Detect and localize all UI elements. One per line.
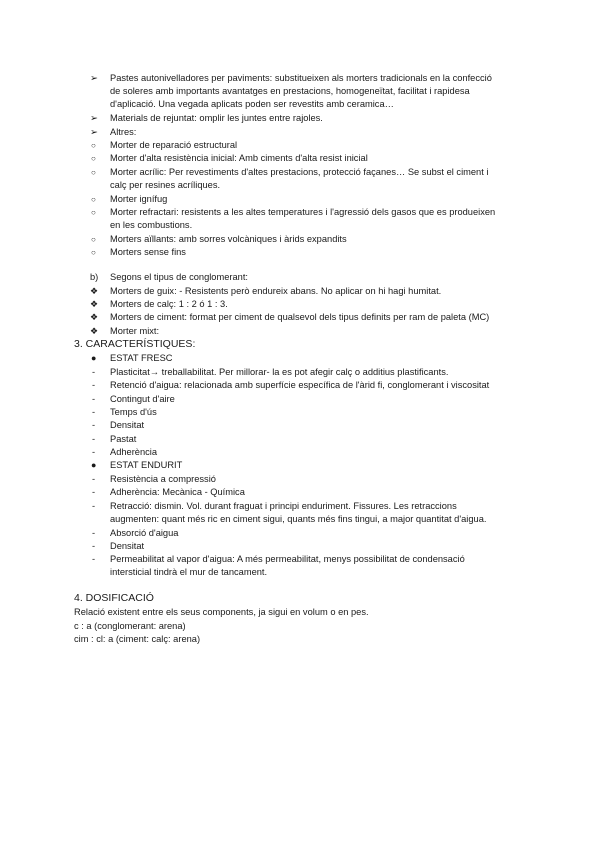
paragraph-line: Relació existent entre els seus components, ja sigui en volum o en pes.: [74, 607, 369, 617]
diamond-bullet-icon: ❖: [90, 299, 99, 309]
section-heading: 4. DOSIFICACIÓ: [74, 592, 154, 604]
list-item: ○ Morter de reparació estructural: [110, 139, 237, 152]
circle-bullet-icon: ○: [91, 168, 96, 177]
dash-bullet-icon: -: [92, 367, 96, 377]
list-item: ❖ Morters de ciment: format per ciment de qualsevol dels tipus definits per ram de paleta (MC): [110, 311, 489, 324]
group-heading: ● ESTAT ENDURIT: [110, 459, 182, 472]
list-item: ○ Morter d'alta resistència inicial: Amb ciments d'alta resist inicial: [110, 152, 368, 165]
subsection-heading: b) Segons el tipus de conglomerant:: [110, 271, 248, 284]
list-item: ❖ Morter mixt:: [110, 325, 159, 338]
bullet-icon: ●: [91, 353, 97, 363]
arrow-bullet-icon: ➢: [90, 73, 98, 83]
list-item: - Resistència a compressió: [110, 473, 216, 486]
dash-bullet-icon: -: [92, 487, 96, 497]
list-item: - Retracció: dismin. Vol. durant fraguat i principi enduriment. Fissures. Les retraccions augmenten: quant més ric en ciment sigui, quants més fins tingui, a major quantitat d'aigua.: [92, 501, 487, 525]
bullet-icon: ●: [91, 460, 97, 470]
list-item: ➢ Pastes autonivelladores per paviments: substitueixen als morters tradicionals en la confecció de soleres amb importants avantatges en prestacions, homogeneïtat, facilitat i rapidesa d'aplicació. Una vegada aplicats poden ser revestits amb ceramica…: [90, 73, 492, 110]
dash-bullet-icon: -: [92, 420, 96, 430]
circle-bullet-icon: ○: [91, 248, 96, 257]
list-item: - Adherència: Mecànica - Química: [110, 486, 245, 499]
dash-bullet-icon: -: [92, 541, 96, 551]
list-item: - Densitat: [110, 419, 144, 432]
diamond-bullet-icon: ❖: [90, 286, 99, 296]
circle-bullet-icon: ○: [91, 195, 96, 204]
list-item: - Temps d'ús: [110, 406, 157, 419]
dash-bullet-icon: -: [92, 554, 96, 564]
list-item: ○ Morter refractari: resistents a les altes temperatures i l'agressió dels gasos que es produeixen en les combustions.: [91, 207, 496, 231]
list-item: ➢ Altres:: [110, 126, 136, 139]
dash-bullet-icon: -: [92, 474, 96, 484]
list-item: - Contingut d'aire: [110, 393, 175, 406]
list-item: ○ Morter ignífug: [110, 193, 167, 206]
dash-bullet-icon: -: [92, 501, 96, 511]
diamond-bullet-icon: ❖: [90, 326, 99, 336]
paragraph-line: c : a (conglomerant: arena): [74, 621, 186, 631]
list-item: - Retenció d'aigua: relacionada amb superfície específica de l'àrid fi, conglomerant i viscositat: [110, 379, 489, 392]
section-heading: 3. CARACTERÍSTIQUES:: [74, 338, 196, 350]
dash-bullet-icon: -: [92, 447, 96, 457]
list-item: - Adherència: [110, 446, 157, 459]
dash-bullet-icon: -: [92, 528, 96, 538]
list-item: - Densitat: [110, 540, 144, 553]
list-item: ➢ Materials de rejuntat: omplir les juntes entre rajoles.: [110, 112, 323, 125]
list-item: - Pastat: [110, 433, 136, 446]
circle-bullet-icon: ○: [91, 235, 96, 244]
dash-bullet-icon: -: [92, 380, 96, 390]
list-item: - Absorció d'aigua: [110, 527, 178, 540]
dash-bullet-icon: -: [92, 434, 96, 444]
subsection-marker: b): [90, 272, 99, 282]
list-item: ○ Morters sense fins: [110, 246, 186, 259]
circle-bullet-icon: ○: [91, 141, 96, 150]
diamond-bullet-icon: ❖: [90, 312, 99, 322]
list-item: ○ Morters aïllants: amb sorres volcàniques i àrids expandits: [110, 233, 347, 246]
group-heading: ● ESTAT FRESC: [110, 352, 173, 365]
list-item: ○ Morter acrílic: Per revestiments d'altes prestacions, protecció façanes… Se subst el ciment i calç per resines acríliques.: [91, 167, 489, 191]
list-item: ❖ Morters de calç: 1 : 2 ó 1 : 3.: [110, 298, 228, 311]
list-item: ❖ Morters de guix: - Resistents però endureix abans. No aplicar on hi hagi humitat.: [110, 285, 441, 298]
arrow-bullet-icon: ➢: [90, 113, 98, 123]
circle-bullet-icon: ○: [91, 154, 96, 163]
list-item: - Plasticitat→ treballabilitat. Per millorar- la es pot afegir calç o additius plastificants.: [110, 366, 448, 379]
circle-bullet-icon: ○: [91, 208, 96, 217]
dash-bullet-icon: -: [92, 394, 96, 404]
arrow-bullet-icon: ➢: [90, 127, 98, 137]
paragraph-line: cim : cl: a (ciment: calç: arena): [74, 634, 201, 644]
dash-bullet-icon: -: [92, 407, 96, 417]
list-item: - Permeabilitat al vapor d'aigua: A més permeabilitat, menys possibilitat de condensació intersticial tindrà el mur de tancament.: [92, 554, 465, 578]
